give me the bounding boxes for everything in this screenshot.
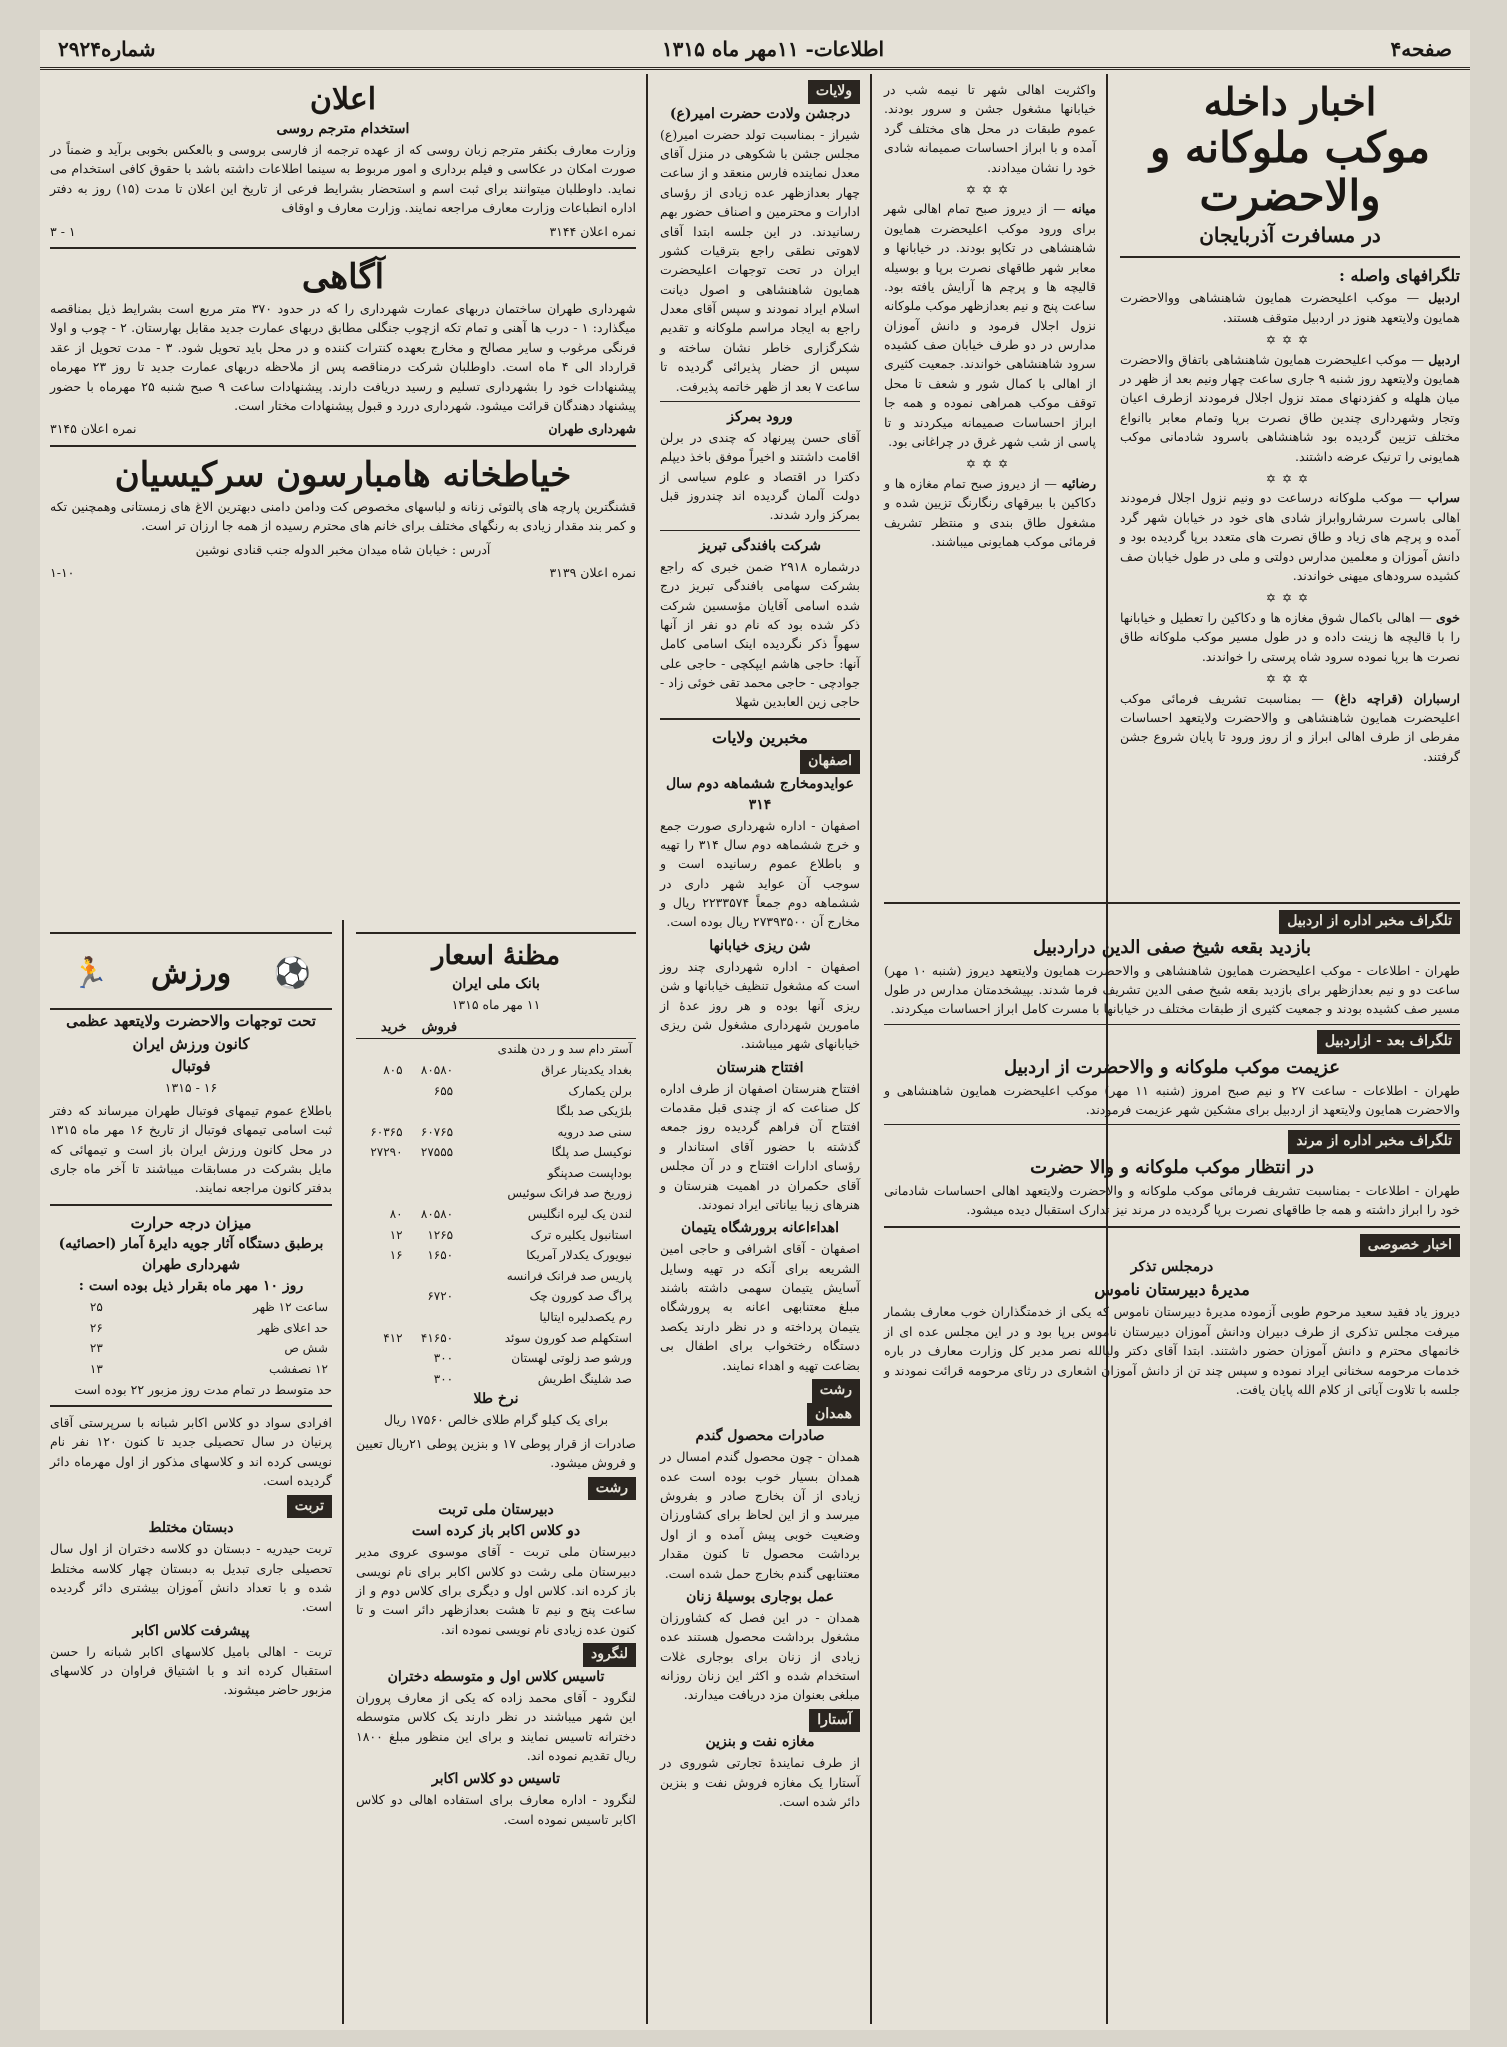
private-text: دیروز یاد فقید سعید مرحوم طوبی آزموده مدیرهٔ دبیرستان ناموس که یکی از خدمتگذاران خوب معارف بشمار میرفت مجلس تذکری از طرف دبیران ودانش آموزان دبیرستان ناموس برپا بود و در این مجلس عده ای از خانمهای محترم و دانش آموزان حضور داشتند. ابتدا آقای دکتر ولیالله نصر مدیر کل وزارت معارف در باره خدمات مرحومه سخنانی ایراد نموده و سپس چند تن از دانش آموزان اشعاری در رثای مرحومه قرائت نمودند و جلسه با تلاوت آیاتی از کلام الله پایان یافت.	[884, 1304, 1460, 1397]
girls-text: لنگرود - آقای محمد زاده که یکی از معارف پروران این شهر میباشند در نظر دارند یک کلاس متوسطه دخترانه تاسیس نمایند و برای این منظور مبلغ ۱۸۰۰ ریال تقدیم نموده اند.	[356, 1689, 636, 1763]
h-progress: پیشرفت کلاس اکابر	[132, 1622, 250, 1639]
paper-date: اطلاعات- ۱۱مهر ماه ۱۳۱۵	[661, 36, 885, 61]
ad-no: نمره اعلان ۳۱۴۴	[549, 223, 636, 239]
notice-text: شهرداری طهران ساختمان دربهای عمارت شهرداری را که در حدود ۳۷۰ متر مربع است بشرایط ذیل بمناقصه میگذارد: ۱ - درب ها آهنی و تمام تکه ازچوب جنگلی مطابق دربهای عمارت جدید مقابل بهارستان. ۲ - چوب و اولا فرنگی مرغوب و سایر مصالح و مخارج بعهده کنترات کننده و در محل باید تحویل شود. ۳ - مدت تحویل از عقد قرارداد الی ۴ ماه است. داوطلبان شرکت درمناقصه پس از ملاحظه دربهای عمارت جدید تا روز ۲۳ مهرماه پیشنهادات خود را بشهرداری تسلیم و رسید دریافت دارند. پیشنهادات ساعت ۹ صبح شنبه ۲۵ مهرماه با حضور پیشنهاد دهندگان قرائت میشود. شهرداری دررد و قبول پیشنهادات مختار است.	[50, 301, 636, 413]
rate-row	[356, 1225, 636, 1246]
h-street: شن ریزی خیابانها	[709, 937, 811, 954]
soccer-ball-icon: ⚽	[273, 955, 311, 991]
marand-head: در انتظار موکب ملوکانه و والا حضرت	[1030, 1156, 1314, 1178]
rate-sell: ۳۰۰	[433, 1371, 454, 1386]
headline: موکب ملوکانه و والاحضرت	[1149, 122, 1431, 220]
rate-row	[356, 1328, 636, 1349]
rate-buy: ۱۲	[389, 1227, 403, 1242]
h-girls: تاسیس کلاس اول و متوسطه دختران	[387, 1668, 605, 1685]
place-name: اردبیل	[1428, 351, 1460, 367]
page-number: صفحه۴	[1390, 36, 1452, 61]
gold-text: برای یک کیلو گرام طلای خالص ۱۷۵۶۰ ریال	[383, 1412, 609, 1428]
place-name: سراب	[1427, 490, 1460, 506]
subhead: در مسافرت آذربایجان	[1199, 223, 1381, 248]
rate-name: رم یکصدلیره ایتالیا	[539, 1310, 632, 1325]
rate-sell: ۱۲۶۵	[427, 1227, 454, 1242]
temp-label: ساعت ۱۲ ظهر	[253, 1300, 328, 1315]
h-tabriz: شرکت بافندگی تبریز	[699, 537, 821, 554]
after-text: طهران - اطلاعات - ساعت ۲۷ و نیم صبح امروز (شنبه ۱۱ مهر) موکب اعلیحضرت همایون شاهنشاهی و والاحضرت همایون ولایتعهد از اردبیل برای مشکین شهر عزیمت فرمودند.	[884, 1082, 1460, 1117]
rate-name: بغداد یکدینار عراق	[541, 1062, 632, 1077]
rate-name: زوریخ صد فرانک سوئیس	[507, 1186, 632, 1201]
rates-date: ۱۱ مهر ماه ۱۳۱۵	[451, 996, 541, 1012]
rate-buy: ۴۱۲	[383, 1330, 403, 1345]
place-name: خوی	[1436, 609, 1460, 625]
street-text: اصفهان - اداره شهرداری چند روز است که مشغول تنظیف خیابانها و شن ریزی آنها بوده و هر روز عدهٔ از مامورین شهرداری مشغول شن ریزی خیابانهای شهر میباشند.	[660, 958, 860, 1052]
tailor-no: نمره اعلان ۳۱۳۹	[549, 565, 636, 580]
rate-name: برلن یکمارک	[568, 1083, 632, 1098]
ardabil-label: تلگراف مخبر اداره از اردبیل	[1279, 910, 1460, 934]
sport-title: ورزش	[150, 955, 232, 991]
ad-sub: استخدام مترجم روسی	[276, 121, 410, 137]
temp-value: ۲۵	[89, 1300, 103, 1315]
astara: آستارا	[809, 1709, 860, 1733]
ardabil-text: طهران - اطلاعات - موکب اعلیحضرت همایون شاهنشاهی و والاحضرت همایون ولایتعهد دیروز (شنبه ۱۰ مهر) ساعت دو و نیم بعدازظهر برای بازدید بقعه شیخ صفی الدین تشریف فرما شدند. بپیشخدمتان مدارس در طول مسیر صف کشیده بودند و جمعیت کثیری از طبقات مختلف در خیابانها با مسرت کامل ابراز احساسات میکردند.	[884, 962, 1460, 1017]
newspaper-page	[40, 30, 1470, 2030]
school-text: دبیرستان ملی تربت - آقای موسوی عروی مدیر دبیرستان ملی رشت دو کلاس اکابر برای نام نویسی باز کرده اند. کلاس اول و دیگری برای کلاس دوم و از ساعت پنج و نیم تا هشت بعدازظهر دائر است و تا کنون عده زیادی نام نویسی نموده اند.	[356, 1544, 636, 1637]
rasht: رشت	[588, 1477, 636, 1501]
h-women: عمل بوجاری بوسیلهٔ زنان	[686, 1588, 834, 1605]
rate-buy: ۱۶	[389, 1248, 403, 1263]
rate-buy: ۸۰	[389, 1207, 403, 1222]
rate-row	[356, 1266, 636, 1287]
sport-column	[40, 920, 342, 2024]
news1: افرادی سواد دو کلاس اکابر شبانه با سرپرستی آقای پرنیان در سال تحصیلی جدید تا کنون ۱۲۰ نفر نام نویسی کرده اند و کلاسهای مذکور از اول مهرماه دائر گردیده است.	[50, 1415, 332, 1489]
telegram-section	[874, 890, 1470, 2024]
section-provinces: ولایات	[808, 80, 860, 104]
after-head: عزیمت موکب ملوکانه و والاحضرت از اردبیل	[1004, 1056, 1340, 1078]
mixed-text: تربت حیدریه - دبستان دو کلاسه دختران از اول سال تحصیلی جاری تبدیل به دبستان چهار کلاسه مختلط شده و با تعداد دانش آموزان بیشتری دائر گردیده است.	[50, 1541, 332, 1615]
place-name: میانه	[1071, 201, 1096, 217]
temp-value: ۲۳	[89, 1341, 103, 1356]
temp-label: شش ص	[284, 1341, 328, 1356]
col-buy: خرید	[356, 1018, 407, 1039]
news-text: اهالی باکمال شوق مغازه ها و دکاکین را تعطیل و خیابانها را با قالیچه ها زینت داده و در طول مسیر موکب ملوکانه طاق نصرت ها برپا نموده سرود شاه پرستی را خواندند.	[1120, 609, 1460, 664]
news-text: از دیروز صبح تمام اهالی شهر برای ورود موکب اعلیحضرت همایون شاهنشاهی در تکاپو بودند. در خیابانها و معابر شهر طاقهای نصرت برپا و بوسیله قالیچه ها و پرچم ها آرایش یافته بود. ساعت پنج و نیم بعدازظهر موکب ملوکانه نزول اجلال فرمود و دانش آموزان مدارس در دو طرف خیابان صف کشیده سرود شاهنشاهی خواندند. جمعیت کثیری از اهالی با کمال شور و شعف تا محل توقف موکب همراهی نموده و همه جا ابراز احساسات صمیمانه میکردند و تا پاسی از شب شهر غرق در چراغانی بود.	[884, 201, 1096, 449]
private-label: اخبار خصوصی	[1360, 1234, 1460, 1258]
ad-count: ۱ - ۳	[50, 223, 76, 239]
tailor-title: خیاطخانه هامبارسون سرکیسیان	[114, 454, 572, 495]
temp-day: روز ۱۰ مهر ماه بقرار ذیل بوده است :	[78, 1278, 304, 1295]
rate-name: لندن یک لیره انگلیس	[527, 1207, 632, 1222]
rate-sell	[407, 1163, 458, 1184]
torbat: تربت	[287, 1495, 332, 1519]
rate-name: پراگ صد کورون چک	[529, 1289, 632, 1304]
temp-value: ۱۳	[89, 1362, 103, 1377]
budget-text: اصفهان - اداره شهرداری صورت جمع و خرج ششماهه دوم سال ۳۱۴ را تهیه و باطلاع عموم رسانیده است و سوجب آن عواید شهر داری در ششماهه دوم جمعاً ۲۲۳۳۵۷۴ ریال و مخارج آن ۲۷۳۹۳۵۰۰ ریال بوده است.	[660, 817, 860, 930]
sport-text: باطلاع عموم تیمهای فوتبال طهران میرساند که دفتر ثبت اسامی تیمهای فوتبال از تاریخ ۱۶ مهر ماه ۱۳۱۵ در محل کانون ورزش ایران باز است و تیمهائی که مایل بشرکت در مسابقات میباشند تا آخر ماه جاری بدفتر کانون مراجعه نمایند.	[50, 1102, 332, 1196]
temp-label: حد اعلای ظهر	[257, 1320, 328, 1335]
rate-row	[356, 1039, 636, 1060]
marand-label: تلگراف مخبر اداره از مرند	[1288, 1130, 1460, 1154]
rate-row	[356, 1163, 636, 1184]
temp-row	[50, 1318, 332, 1339]
rate-row	[356, 1369, 636, 1390]
rate-buy	[356, 1286, 407, 1307]
rate-row	[356, 1081, 636, 1102]
rate-sell: ۶۵۵	[433, 1083, 454, 1098]
langroud: لنگرود	[583, 1643, 636, 1667]
after-label: تلگراف بعد - ازاردبیل	[1317, 1030, 1460, 1054]
rate-buy: ۸۰۵	[383, 1062, 403, 1077]
temp-label: ۱۲ نصفشب	[268, 1362, 328, 1377]
progress-text: تربت - اهالی بامیل کلاسهای اکابر شبانه را حسن استقبال کرده اند و با اشتیاق فراوان در کلاسهای مزبور حاضر میشوند.	[50, 1643, 332, 1698]
varood-text: آقای حسن پیرنهاد که چندی در برلن اقامت داشتند و اخیراً موفق باخذ دیپلم دکترا در اقتصاد و علوم سیاسی از دولت آلمان گردیده اند چندروز قبل بمرکز وارد شدند.	[660, 429, 860, 523]
rate-buy	[356, 1369, 407, 1390]
rate-name: نوکیسل صد پلگا	[551, 1145, 632, 1160]
temp-sub: برطبق دستگاه آثار جویه دایرهٔ آمار (احصائیه) شهرداری طهران	[58, 1236, 324, 1274]
domestic-news-column: اخبار داخله موکب ملوکانه و والاحضرت در مسافرت آذربایجان تلگرافهای واصله : اردبیل — موکب اعلیحضرت همایون شاهنشاهی ووالاحضرت همایون ولایتعهد هنوز در اردبیل متوقف هستند. ✡✡✡ اردبیل — موکب اعلیحضرت همایون شاهنشاهی باتفاق والاحضرت همایون ولایتعهد روز شنبه ۹ جاری ساعت چهار ونیم بعد از ظهر در میان هلهله و کفزدنهای ممتد نزول اجلال فرمودند ازطرف اعیان وتجار وشهرداری چندین طاق نصرت برپا وتمام معابر باانواع مختلف تزیین گردیده بود شاهنشاهی باسرود شادمانی موکب همایونی را ترنیک عرضه داشتند. ✡✡✡ سراب — موکب ملوکانه درساعت دو ونیم نزول اجلال فرمودند اهالی باسرت سرشاروابراز شادی هاى خود در خیابان شهر گرد آمده و پرچم های زیاد و طاق نصرت های متعدد برپا گردیده بود و دانش آموزان و معلمین مدارس دولتی و ملی در طول خیابان صف کشیده سرودهای میهنی خواندند. ✡✡✡ خوی — اهالی باکمال شوق مغازه ها و دکاکین را تعطیل و خیابانها را با قالیچه ها زینت داده و در طول مسیر موکب ملوکانه طاق نصرت ها برپا نموده سرود شاه پرستی را خواندند. ✡✡✡ ارسباران (قراچه داغ) — بمناسبت تشریف فرمائی موکب اعلیحضرت همایون شاهنشاهی و والاحضرت ولایتعهد احساسات مفرطی از طرف اهالی ابراز و از روز ورود تا پایان شروع جشن گرفتند.	[1120, 79, 1461, 764]
temp-row	[50, 1359, 332, 1380]
wheat-text: همدان - چون محصول گندم امسال در همدان بسیار خوب بوده است عده زیادی از آن بخارج صادر و بفروش میرسد و از این لحاظ برای کشاورزان وضعیت خوبی پیش آمده و از اول برداشت محصول تا کنون مقدار معتنابهی گندم بخارج حمل شده است.	[660, 1449, 860, 1581]
rate-row	[356, 1348, 636, 1369]
news-text: موکب ملوکانه درساعت دو ونیم نزول اجلال فرمودند اهالی باسرت سرشاروابراز شادی هاى خود در خیابان شهر گرد آمده و پرچم های زیاد و طاق نصرت های متعدد برپا گردیده بود و دانش آموزان و معلمین مدارس دولتی و ملی در طول خیابان صف کشیده سرودهای میهنی خواندند.	[1120, 490, 1460, 583]
rate-name: صد شلینگ اطریش	[537, 1371, 632, 1386]
notice-no: نمره اعلان ۳۱۴۵	[50, 421, 137, 437]
private-head1: درمجلس تذکر	[1130, 1259, 1214, 1276]
rate-row	[356, 1204, 636, 1225]
h-school: دبیرستان ملی تربت	[438, 1502, 554, 1519]
rate-row	[356, 1101, 636, 1122]
ardabil-head: بازدید بقعه شیخ صفی الدین دراردبیل	[1032, 936, 1312, 958]
hamedan: همدان	[807, 1403, 860, 1427]
tabriz-text: درشماره ۲۹۱۸ ضمن خبری که راجع بشرکت سهامی بافندگی تبریز درج شده اسامی آقایان مؤسسین شرکت ذکر شده بود که نام دو نفر از آنها سهواً ذکر نگردیده اینک اسامی کامل آنها: حاجی هاشم ایپکچی - حاجی علی جوادچی - حاجی محمد تقی خوئی زاد - حاجی زین العابدین شهلا	[660, 558, 860, 710]
rate-sell: ۶۷۲۰	[427, 1289, 454, 1304]
h-oil: مغازه نفت و بنزین	[705, 1734, 815, 1751]
rate-buy: ۲۷۲۹۰	[370, 1145, 403, 1160]
sport-h: تحت توجهات والاحضرت ولایتعهد عظمی کانون ورزش ایران	[66, 1012, 316, 1053]
tailor-addr: آدرس : خیابان شاه میدان مخبر الدوله جنب قنادی نوشین	[195, 541, 491, 557]
intro-text: واکثریت اهالی شهر تا نیمه شب در خیابانها مشغول جشن و سرور بودند. عموم طبقات در محل های مختلف گرد آمده و با ابراز احساسات صمیمانه شادی خود را نشان میدادند.	[884, 82, 1096, 175]
rate-sell	[407, 1039, 458, 1060]
sport-banner	[50, 940, 332, 1010]
sport-date: ۱۶ - ۱۳۱۵	[164, 1079, 218, 1095]
rate-buy	[356, 1183, 407, 1204]
bank-name: بانک ملی ایران	[452, 975, 540, 992]
domestic-continued-column: واکثریت اهالی شهر تا نیمه شب در خیابانها مشغول جشن و سرور بودند. عموم طبقات در محل های مختلف گرد آمده و با ابراز احساسات صمیمانه شادی خود را نشان میدادند. ✡✡✡ میانه — از دیروز صبح تمام اهالی شهر برای ورود موکب اعلیحضرت همایون شاهنشاهی در تکاپو بودند. در خیابانها و معابر شهر طاقهای نصرت برپا و بوسیله قالیچه ها و پرچم ها آرایش یافته بود. ساعت پنج و نیم بعدازظهر موکب ملوکانه نزول اجلال فرمود و دانش آموزان مدارس در دو طرف خیابان صف کشیده سرود شاهنشاهی خواندند. جمعیت کثیری از اهالی با کمال شور و شعف تا محل توقف موکب همراهی نموده و همه جا ابراز احساسات صمیمانه میکردند و تا پاسی از شب شهر غرق در چراغانی بود. ✡✡✡ رضائیه — از دیروز صبح تمام مغازه ها و دکاکین با بیرقهای رنگارنگ تزیین شده و مشغول طاق بندی و منتظر تشریف فرمائی موکب همایونی میباشند.	[884, 82, 1096, 550]
rate-sell: ۸۰۵۸۰	[420, 1207, 454, 1222]
h-amir: درجشن ولادت حضرت امیر(ع)	[669, 105, 851, 122]
women-text: همدان - در این فصل که کشاورزان مشغول برداشت محصول هستند عده زیادی از زنان برای بوجاری غلات استخدام شده و اکثر این زنان روزانه مبلغی بعنوان مزد دریافت میدارند.	[660, 1609, 860, 1703]
rate-sell: ۸۰۵۸۰	[420, 1062, 454, 1077]
rate-sell	[407, 1266, 458, 1287]
rate-buy	[356, 1266, 407, 1287]
amir-text: شیراز - بمناسبت تولد حضرت امیر(ع) مجلس جشن با شکوهی در منزل آقای معدل نماینده فارس منعقد و از ساعت چهار بعدازظهر عده زیادی از رؤسای ادارات و محترمین و اصناف حضور بهم رسانیدند. در این جلسه ابتدا آقای لاهوتی نطقی راجع بترقیات کشور ایران در تحت توجهات اعلیحضرت همایون شاهنشاهی و اصول دیانت اسلام ایراد نمودند و سپس آقای معدل راجع به ایجاد مراسم ملوکانه و تقدیم شکرگزاری خاطر نشان ساخته و سپس از حضار پذیرائی گردیده تا ساعت ۷ بعد از ظهر خاتمه پذیرفت.	[660, 126, 860, 394]
rate-name: استکهلم صد کورون سوئد	[504, 1330, 632, 1345]
rate-row	[356, 1183, 636, 1204]
temp-note: حد متوسط در تمام مدت روز مزبور ۲۲ بوده است	[74, 1381, 332, 1397]
h-sanatorium: اهداءاعانه برورشگاه یتیمان	[681, 1220, 839, 1237]
place-name: رضائیه	[1061, 475, 1096, 491]
notice-sign: شهرداری طهران	[548, 421, 636, 437]
rate-name: پاریس صد فرانک فرانسه	[506, 1268, 632, 1283]
temp-value: ۲۶	[89, 1320, 103, 1335]
rate-buy	[356, 1039, 407, 1060]
issue-number: شماره۲۹۲۴	[58, 36, 156, 61]
news-text: موکب اعلیحضرت همایون شاهنشاهی باتفاق والاحضرت همایون ولایتعهد روز شنبه ۹ جاری ساعت چهار ونیم بعد از ظهر در میان هلهله و کفزدنهای ممتد نزول اجلال فرمودند ازطرف اعیان وتجار وشهرداری چندین طاق نصرت برپا وتمام معابر باانواع مختلف تزیین گردیده بود شاهنشاهی باسرود شادمانی موکب همایونی را ترنیک عرضه داشتند.	[1120, 351, 1460, 464]
divider-stars: ✡✡✡	[1265, 471, 1315, 486]
temp-title: میزان درجه حرارت	[130, 1213, 252, 1232]
rate-name: ورشو صد زلوتی لهستان	[511, 1351, 632, 1366]
gold-title: نرخ طلا	[473, 1391, 519, 1408]
rate-row	[356, 1245, 636, 1266]
temp-row	[50, 1338, 332, 1359]
divider-stars: ✡✡✡	[1265, 333, 1315, 348]
rasht: رشت	[812, 1379, 860, 1403]
rate-buy: ۶۰۳۶۵	[370, 1124, 403, 1139]
masthead	[40, 30, 1470, 70]
rate-row	[356, 1122, 636, 1143]
col-sell: فروش	[407, 1018, 458, 1039]
rates-title: مظنهٔ اسعار	[431, 941, 561, 971]
rate-row	[356, 1286, 636, 1307]
rate-name: سنی صد درویه	[557, 1124, 632, 1139]
rate-name: آستر دام سد و ر دن هلندی	[497, 1042, 632, 1057]
place-name: اردبیل	[1428, 290, 1460, 306]
tailor-text: قشنگترین پارچه های پالتوئی زنانه و لباسهای مخصوص کت ودامن دامنی دبهترین الاغ های زمستانی وهمچنین تکه و کمر بند مقدار زیادی به رنگهای مختلف برای خانم های محترم رسیده از همه جا ارزان تر است.	[50, 498, 636, 534]
divider-stars: ✡✡✡	[1265, 672, 1315, 687]
adult-text: لنگرود - اداره معارف برای استفاده اهالی دو کلاس اکابر تاسیس نموده است.	[356, 1792, 636, 1827]
temp-table	[50, 1297, 332, 1379]
rate-buy	[356, 1101, 407, 1122]
h-art: افتتاح هنرستان	[716, 1059, 804, 1076]
art-text: افتتاح هنرستان اصفهان از طرف اداره کل صناعت که از چندی قبل مقدمات افتتاح آن فراهم گردیده روز جمعه گذشته با حضور آقای استاندار و رؤسای ادارات افتتاح و در آن مجلس آقای حکمران در اهمیت هنرستان و هنرهای زیبا بیاناتی ایراد نمودند.	[660, 1080, 860, 1212]
news-text: موکب اعلیحضرت همایون شاهنشاهی ووالاحضرت همایون ولایتعهد هنوز در اردبیل متوقف هستند.	[1120, 290, 1460, 325]
rate-sell: ۶۰۷۶۵	[420, 1124, 454, 1139]
rasht-note: صادرات از قرار پوطی ۱۷ و بنزین پوطی ۲۱ریال تعیین و فروش میشود.	[356, 1435, 636, 1471]
h-mixed: دبستان مختلط	[148, 1520, 234, 1537]
oil-text: از طرف نمایندهٔ تجارتی شوروی در آستارا یک مغازه فروش نفت و بنزین دائر شده است.	[660, 1755, 860, 1810]
provinces-column	[650, 74, 870, 2024]
h-varood: ورود بمرکز	[727, 408, 793, 425]
player-icon: 🏃	[71, 955, 109, 991]
rate-sell	[407, 1101, 458, 1122]
rate-row	[356, 1142, 636, 1163]
sanatorium-text: اصفهان - آقای اشرافی و حاجی امین الشریعه برای آنکه در تهیه وسایل آسایش یتیمان سهمی داشته باشند مبلغ معتنابهی اعانه به پرورشگاه یتیمان پرداخته و در نظر دارند یکصد دستگاه رختخواب برای اطفال بی بضاعت تهیه و اهداء نمایند.	[660, 1241, 860, 1373]
isfahan: اصفهان	[800, 750, 860, 774]
sport-h2: فوتبال	[171, 1057, 211, 1075]
rate-sell	[407, 1307, 458, 1328]
place-name: ارسباران (قراچه داغ)	[1333, 690, 1461, 706]
rate-name: بوداپست صدپنگو	[547, 1165, 632, 1180]
rate-sell	[407, 1183, 458, 1204]
h-wheat: صادرات محصول گندم	[695, 1428, 825, 1445]
reporters: مخبرین ولایات	[712, 727, 808, 747]
h-budget: عوایدومخارج ششماهه دوم سال ۳۱۴	[665, 775, 854, 813]
rate-sell: ۱۶۵۰	[427, 1248, 454, 1263]
rate-sell: ۲۷۵۵۵	[420, 1145, 454, 1160]
rate-buy	[356, 1163, 407, 1184]
rate-name: استانبول یکلیره ترک	[530, 1227, 632, 1242]
rates-column	[346, 920, 646, 2024]
rate-sell: ۳۰۰	[433, 1351, 454, 1366]
rate-buy	[356, 1307, 407, 1328]
ad-title: اعلان	[309, 82, 377, 117]
temp-row	[50, 1297, 332, 1318]
rate-row	[356, 1307, 636, 1328]
rate-name: بلژیکی صد بلگا	[556, 1104, 632, 1119]
rate-buy	[356, 1081, 407, 1102]
rate-sell: ۴۱۶۵۰	[420, 1330, 454, 1345]
notice-title: آگاهی	[301, 256, 385, 297]
h-adult: تاسیس دو کلاس اکابر	[431, 1771, 561, 1788]
marand-text: طهران - اطلاعات - بمناسبت تشریف فرمائی موکب ملوکانه و والاحضرت ولایتعهد اهالی احساسات شادمانی خود را ابراز داشته و همه جا طاقهای نصرت برپا گردیده در مرند نیز تدارک استقبال دیده میشود.	[884, 1182, 1460, 1218]
rate-row	[356, 1060, 636, 1081]
news-text: بمناسبت تشریف فرمائی موکب اعلیحضرت همایون شاهنشاهی و والاحضرت ولایتعهد احساسات مفرطی از طرف اهالی ابراز و از روز ورود تا پایان شروع جشن گرفتند.	[1120, 690, 1460, 764]
section-title: اخبار داخله	[1203, 79, 1377, 124]
news-text: از دیروز صبح تمام مغازه ها و دکاکین با بیرقهای رنگارنگ تزیین شده و مشغول طاق بندی و منتظر تشریف فرمائی موکب همایونی میباشند.	[884, 475, 1096, 550]
tailor-count: ۱-۱۰	[50, 565, 75, 580]
rates-table	[356, 1018, 636, 1389]
rate-name: نیویورک یکدلار آمریکا	[526, 1248, 632, 1263]
rate-buy	[356, 1348, 407, 1369]
telegrams-label: تلگرافهای واصله :	[1339, 266, 1460, 286]
private-head2: مدیرهٔ دبیرستان ناموس	[1094, 1280, 1250, 1300]
ads-block	[40, 74, 646, 880]
ad-text: وزارت معارف بکنفر مترجم زبان روسی که از عهده ترجمه از فارسی بروسی و بالعکس بخوبی برآید و ضمناً در صورت امکان در عکاسی و فیلم برداری و امور مربوط به سینما اطلاعات داشته باشد با حقوق کافی استخدام می نماید. داوطلبان میتوانند برای ثبت اسم و استحضار بشرایط فرعی از تاریخ این اعلان تا مدت (۱۵) روز به دفتر اداره انطباعات وزارت معارف مراجعه نمایند. وزارت معارف و اوقاف	[50, 142, 636, 216]
divider-stars: ✡✡✡	[1265, 591, 1315, 606]
h-school2: دو کلاس اکابر باز کرده است	[411, 1523, 581, 1540]
